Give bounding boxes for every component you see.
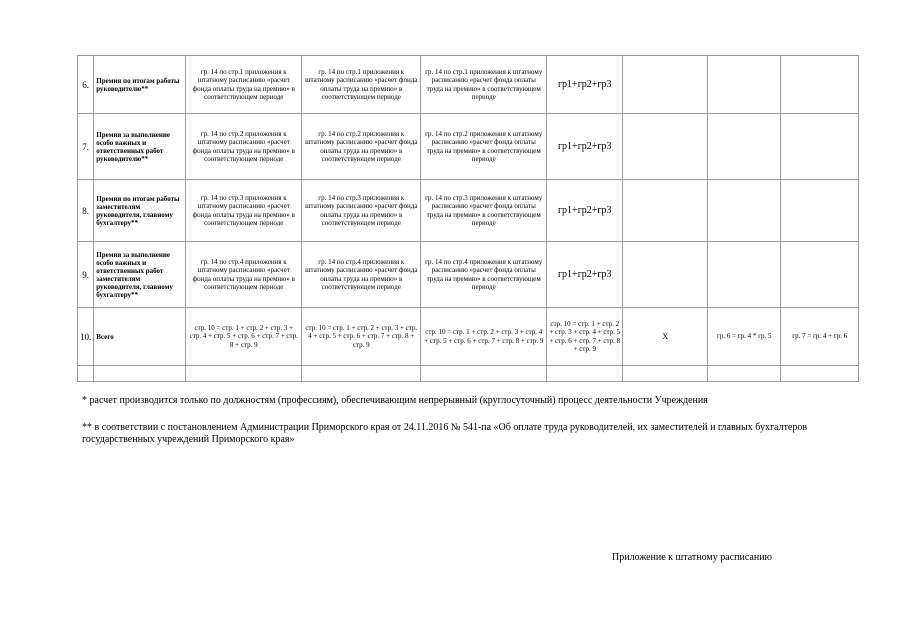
row-number: 8. bbox=[78, 180, 94, 242]
cell-group-1: гр. 14 по стр.2 приложения к штатному расписанию «расчет фонда оплаты труда на премию» в соответствующем периоде bbox=[186, 114, 302, 180]
cell-group-2 bbox=[302, 366, 421, 382]
cell-column-6 bbox=[708, 242, 781, 308]
cell-column-7 bbox=[781, 242, 859, 308]
cell-column-6: гр. 6 = гр. 4 * гр. 5 bbox=[708, 308, 781, 366]
cell-total: гр1+гр2+гр3 bbox=[547, 56, 623, 114]
row-number: 10. bbox=[78, 308, 94, 366]
cell-column-5: X bbox=[623, 308, 708, 366]
cell-group-3: гр. 14 по стр.3 приложения к штатному расписанию «расчет фонда оплаты труда на премию» в соответствующем периоде bbox=[421, 180, 547, 242]
cell-column-7 bbox=[781, 114, 859, 180]
row-number: 6. bbox=[78, 56, 94, 114]
row-number: 9. bbox=[78, 242, 94, 308]
cell-group-3: стр. 10 = стр. 1 + стр. 2 + стр. 3 + стр. 4 + стр. 5 + стр. 6 + стр. 7 + стр. 8 + стр. 9 bbox=[421, 308, 547, 366]
cell-total: гр1+гр2+гр3 bbox=[547, 180, 623, 242]
cell-column-7 bbox=[781, 366, 859, 382]
cell-column-5 bbox=[623, 114, 708, 180]
row-name: Премия по итогам работы руководителю** bbox=[94, 56, 186, 114]
cell-total: гр1+гр2+гр3 bbox=[547, 114, 623, 180]
table-row bbox=[78, 366, 859, 382]
row-name: Всего bbox=[94, 308, 186, 366]
row-name bbox=[94, 366, 186, 382]
cell-group-3: гр. 14 по стр.2 приложения к штатному расписанию «расчет фонда оплаты труда на премию» в соответствующем периоде bbox=[421, 114, 547, 180]
footnote-single-asterisk: * расчет производится только по должностям (профессиям), обеспечивающим непрерывный (круглосуточный) процесс деятельности Учреждения bbox=[82, 395, 708, 406]
cell-group-1: гр. 14 по стр.1 приложения к штатному расписанию «расчет фонда оплаты труда на премию» в соответствующем периоде bbox=[186, 56, 302, 114]
row-number bbox=[78, 366, 94, 382]
cell-group-2: гр. 14 по стр.3 приложения к штатному расписанию «расчет фонда оплаты труда на премию» в соответствующем периоде bbox=[302, 180, 421, 242]
cell-column-6 bbox=[708, 180, 781, 242]
cell-group-3: гр. 14 по стр.1 приложения к штатному расписанию «расчет фонда оплаты труда на премию» в соответствующем периоде bbox=[421, 56, 547, 114]
cell-column-7 bbox=[781, 56, 859, 114]
cell-total: гр1+гр2+гр3 bbox=[547, 242, 623, 308]
cell-column-5 bbox=[623, 56, 708, 114]
row-number: 7. bbox=[78, 114, 94, 180]
table-row bbox=[78, 180, 859, 242]
cell-column-5 bbox=[623, 242, 708, 308]
cell-total bbox=[547, 366, 623, 382]
table-row bbox=[78, 114, 859, 180]
cell-group-2: гр. 14 по стр.1 приложения к штатному расписанию «расчет фонда оплаты труда на премию» в соответствующем периоде bbox=[302, 56, 421, 114]
cell-column-6 bbox=[708, 366, 781, 382]
calculation-table bbox=[77, 55, 859, 382]
footnote-double-asterisk: ** в соответствии с постановлением Администрации Приморского края от 24.11.2016 № 541-па «Об оплате труда руководителей, их заместителей и главных бухгалтеров государственных учреждений Приморского края» bbox=[82, 422, 808, 445]
cell-column-5 bbox=[623, 366, 708, 382]
cell-column-6 bbox=[708, 56, 781, 114]
cell-group-2: гр. 14 по стр.2 приложения к штатному расписанию «расчет фонда оплаты труда на премию» в соответствующем периоде bbox=[302, 114, 421, 180]
cell-group-1: гр. 14 по стр.3 приложения к штатному расписанию «расчет фонда оплаты труда на премию» в соответствующем периоде bbox=[186, 180, 302, 242]
table-row bbox=[78, 56, 859, 114]
cell-total: стр. 10 = стр. 1 + стр. 2 + стр. 3 + стр. 4 + стр. 5 + стр. 6 + стр. 7 + стр. 8 + стр. 9 bbox=[547, 308, 623, 366]
cell-column-5 bbox=[623, 180, 708, 242]
cell-group-1 bbox=[186, 366, 302, 382]
cell-group-3: гр. 14 по стр.4 приложения к штатному расписанию «расчет фонда оплаты труда на премию» в соответствующем периоде bbox=[421, 242, 547, 308]
cell-group-1: гр. 14 по стр.4 приложения к штатному расписанию «расчет фонда оплаты труда на премию» в соответствующем периоде bbox=[186, 242, 302, 308]
row-name: Премия за выполнение особо важных и ответственных работ заместителям руководителя, главному бухгалтеру** bbox=[94, 242, 186, 308]
row-name: Премия по итогам работы заместителям руководителя, главному бухгалтеру** bbox=[94, 180, 186, 242]
cell-group-1: стр. 10 = стр. 1 + стр. 2 + стр. 3 + стр. 4 + стр. 5 + стр. 6 + стр. 7 + стр. 8 + стр. 9 bbox=[186, 308, 302, 366]
cell-group-3 bbox=[421, 366, 547, 382]
cell-column-7: гр. 7 = гр. 4 + гр. 6 bbox=[781, 308, 859, 366]
table-row bbox=[78, 242, 859, 308]
table-row bbox=[78, 308, 859, 366]
cell-column-6 bbox=[708, 114, 781, 180]
cell-group-2: стр. 10 = стр. 1 + стр. 2 + стр. 3 + стр. 4 + стр. 5 + стр. 6 + стр. 7 + стр. 8 + стр. 9 bbox=[302, 308, 421, 366]
cell-group-2: гр. 14 по стр.4 приложения к штатному расписанию «расчет фонда оплаты труда на премию» в соответствующем периоде bbox=[302, 242, 421, 308]
appendix-title: Приложение к штатному расписанию bbox=[612, 552, 773, 563]
cell-column-7 bbox=[781, 180, 859, 242]
row-name: Премия за выполнение особо важных и ответственных работ руководителю** bbox=[94, 114, 186, 180]
